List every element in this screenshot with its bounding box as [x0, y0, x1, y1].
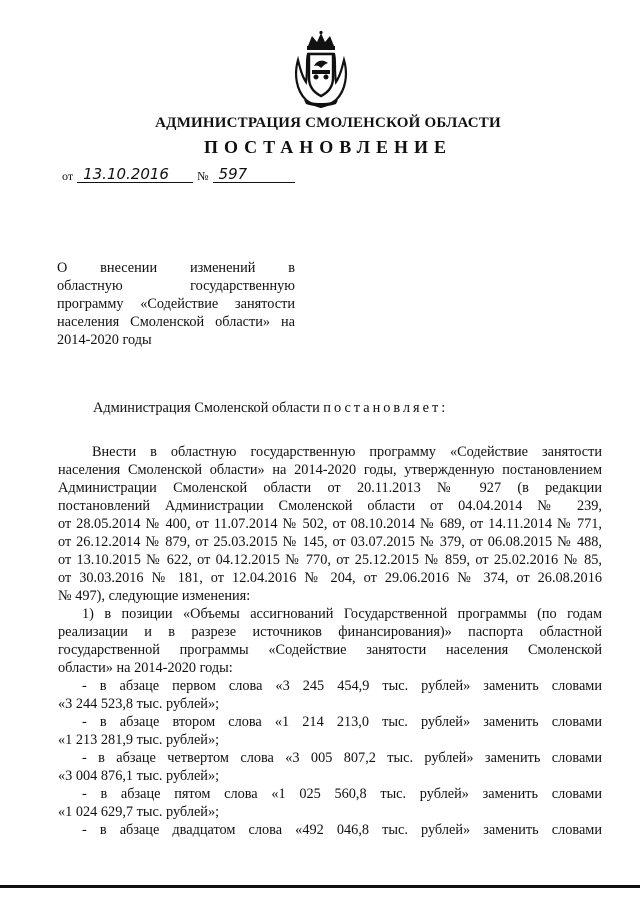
body-line: от 28.05.2014 № 400, от 11.07.2014 № 502, от 08.10.2014 № 689, от 14.11.2014 № 771,	[58, 516, 602, 532]
body-line: - в абзаце пятом слова «1 025 560,8 тыс. рублей» заменить словами	[82, 786, 602, 802]
organization-title: АДМИНИСТРАЦИЯ СМОЛЕНСКОЙ ОБЛАСТИ	[155, 115, 501, 131]
body-line: - в абзаце первом слова «3 245 454,9 тыс. рублей» заменить словами	[82, 678, 602, 694]
body-line: от 30.03.2016 № 181, от 12.04.2016 № 204, от 29.06.2016 № 374, от 26.08.2016	[58, 570, 602, 586]
body-line: - в абзаце четвертом слова «3 005 807,2 тыс. рублей» заменить словами	[82, 750, 602, 766]
subject-block	[57, 259, 295, 349]
subject-line: О внесении изменений в	[57, 260, 295, 276]
number-prefix: №	[197, 169, 209, 183]
body-line: - в абзаце двадцатом слова «492 046,8 тыс. рублей» заменить словами	[82, 822, 602, 838]
document-type-title: ПОСТАНОВЛЕНИЕ	[203, 137, 453, 157]
handwritten-number: 597	[213, 166, 295, 183]
scan-bottom-edge	[0, 885, 640, 888]
subject-line: населения Смоленской области» на	[57, 314, 295, 330]
body-line: государственной программы «Содействие занятости населения Смоленской	[58, 642, 602, 658]
body-line: от 13.10.2015 № 622, от 04.12.2015 № 770, от 25.12.2015 № 859, от 25.02.2016 № 85,	[58, 552, 602, 568]
preamble-text: Администрация Смоленской области	[93, 400, 320, 416]
subject-line: областную государственную	[57, 278, 295, 294]
body-line: 1) в позиции «Объемы ассигнований Государственной программы (по годам	[82, 606, 602, 622]
decree-body	[58, 443, 602, 839]
body-line: «3 004 876,1 тыс. рублей»;	[58, 768, 220, 784]
body-line: - в абзаце втором слова «1 214 213,0 тыс. рублей» заменить словами	[82, 714, 602, 730]
body-line: Внести в областную государственную программу «Содействие занятости	[92, 444, 602, 460]
decree-word: постановляет:	[323, 400, 449, 416]
body-line: «3 244 523,8 тыс. рублей»;	[58, 696, 220, 712]
handwritten-date: 13.10.2016	[77, 166, 193, 183]
body-line: реализации и в разрезе источников финансирования)» паспорта областной	[58, 624, 602, 640]
subject-line: 2014-2020 годы	[57, 332, 152, 348]
body-line: № 497), следующие изменения:	[58, 588, 251, 604]
body-line: области» на 2014-2020 годы:	[58, 660, 233, 676]
date-prefix: от	[62, 169, 74, 183]
smolensk-coat-of-arms-icon	[290, 30, 352, 108]
body-line: от 26.12.2014 № 879, от 25.03.2015 № 145, от 03.07.2015 № 379, от 06.08.2015 № 488,	[58, 534, 602, 550]
preamble	[93, 399, 448, 417]
subject-line: программу «Содействие занятости	[57, 296, 295, 312]
body-line: Администрации Смоленской области от 20.11.2013 № 927 (в редакции	[58, 480, 602, 496]
body-line: «1 213 281,9 тыс. рублей»;	[58, 732, 220, 748]
body-line: «1 024 629,7 тыс. рублей»;	[58, 804, 220, 820]
body-line: населения Смоленской области» на 2014-2020 годы, утвержденную постановлением	[58, 462, 602, 478]
body-line: постановлений Администрации Смоленской области от 04.04.2014 № 239,	[58, 498, 602, 514]
date-number-line	[58, 166, 295, 183]
